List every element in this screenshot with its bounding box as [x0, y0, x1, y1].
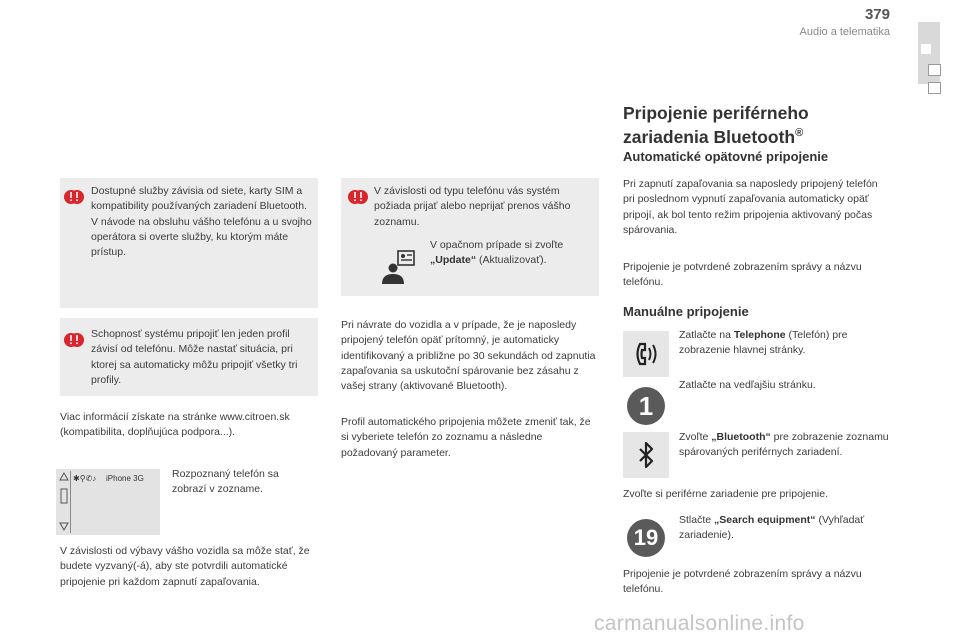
search-equipment-button-icon: 19: [627, 519, 665, 557]
main-heading: [623, 103, 893, 147]
recognized-text: Rozpoznaný telefón sa zobrazí v zozname.: [172, 468, 279, 496]
tab-1: [928, 64, 941, 76]
registered-mark: ®: [795, 127, 804, 139]
step4-search: „Search equipment“: [714, 514, 816, 526]
note-1-text: Dostupné služby závisia od siete, karty SIM a kompatibility používaných zariadení Bluetooth. V návode na obsluhu vášho telefónu a u svojho operátora si overte služby, ku ktorým máte prístup.: [91, 185, 312, 259]
scroll-arrows-icon: [58, 471, 70, 533]
warning-icon: [64, 331, 84, 349]
step2-text: Zatlačte na vedľajšiu stránku.: [679, 379, 816, 391]
contact-list-icon: [377, 248, 417, 288]
screen-scrollbar: [58, 471, 71, 533]
auto-p1: Pri zapnutí zapaľovania sa naposledy pripojený telefón pri poslednom vypnutí zapaľovania automaticky opäť pripojí, ak bol tento režim pripojenia aktivovaný počas spárovania.: [623, 178, 878, 236]
main-heading-text: Pripojenie periférneho zariadenia Bluetooth: [623, 103, 809, 147]
tab-2: [928, 82, 941, 94]
note-2-text: Schopnosť systému pripojiť len jeden profil závisí od telefónu. Môže nastať situácia, pri ktorej sa automaticky môžu pripojiť všetky tri profily.: [91, 328, 298, 386]
bluetooth-button-icon-box: [623, 432, 669, 478]
telephone-button-icon-box: [623, 331, 669, 377]
step3-bluetooth: „Bluetooth“: [711, 431, 771, 443]
step1-text: [679, 328, 889, 359]
choose-text: Zvoľte si periférne zariadenie pre pripojenie.: [623, 488, 829, 500]
update-translation: (Aktualizovať).: [476, 254, 547, 267]
step3-prefix: Zvoľte: [679, 431, 712, 443]
confirm-text: V závislosti od výbavy vášho vozidla sa môže stať, že budete vyzvaný(-á), aby ste potvrdili automatické pripojenie pri každom zapnutí zapaľovania.: [60, 545, 310, 588]
manual-heading: Manuálne pripojenie: [623, 304, 749, 319]
final-text: Pripojenie je potvrdené zobrazením správy a názvu telefónu.: [623, 568, 862, 596]
else-prefix: V opačnom prípade si zvoľte: [430, 239, 564, 251]
section-title: Audio a telematika: [799, 26, 890, 38]
step4-prefix: Stlačte: [679, 514, 715, 526]
bluetooth-icon: [633, 440, 659, 470]
warning-icon: [64, 188, 84, 206]
step4-rest: (Vyhľadať zariadenie).: [679, 514, 865, 542]
step3-rest: pre zobrazenie zoznamu spárovaných periférnych zariadení.: [679, 431, 889, 459]
else-text: [430, 238, 590, 269]
step3-text: [679, 430, 889, 461]
watermark: carmanualsonline.info: [594, 612, 805, 635]
tab-marker: [921, 44, 931, 54]
step4-text: [679, 513, 889, 544]
return-text: Pri návrate do vozidla a v prípade, že je naposledy pripojený telefón opäť prítomný, je automaticky identifikovaný a približne po 30 sekundách od zapnutia zapaľovania sa uskutoční spárovanie bez zásahu z vašej strany (aktivované Bluetooth).: [341, 319, 596, 393]
step1-telephone: Telephone: [733, 329, 786, 341]
telephone-icon: [631, 339, 661, 369]
screen-status-icons: ✱⚲✆♪: [73, 474, 97, 483]
more-info-text: Viac informácií získate na stránke www.citroen.sk (kompatibilita, doplňujúca podpora...).: [60, 411, 290, 439]
note-box-3: [341, 178, 599, 296]
note-box-1: [60, 178, 318, 308]
note-3-text: V závislosti od typu telefónu vás systém požiada prijať alebo neprijať prenos vášho zoznamu.: [374, 185, 571, 228]
auto-p2: Pripojenie je potvrdené zobrazením správy a názvu telefónu.: [623, 261, 862, 289]
profile-text: Profil automatického pripojenia môžete zmeniť tak, že si vyberiete telefón zo zoznamu a následne požadovaný parameter.: [341, 416, 591, 459]
warning-icon: [348, 188, 368, 206]
note-box-2: [60, 318, 318, 396]
update-option: „Update“: [430, 254, 477, 267]
auto-heading: Automatické opätovné pripojenie: [623, 149, 829, 164]
screen-phone-name: iPhone 3G: [106, 474, 144, 483]
page-number: 379: [864, 6, 890, 23]
secondary-page-button-icon: 1: [627, 387, 665, 425]
step1-prefix: Zatlačte na: [679, 329, 734, 341]
step1-rest: (Telefón) pre zobrazenie hlavnej stránky.: [679, 329, 848, 357]
phone-list-screen: [56, 469, 160, 535]
